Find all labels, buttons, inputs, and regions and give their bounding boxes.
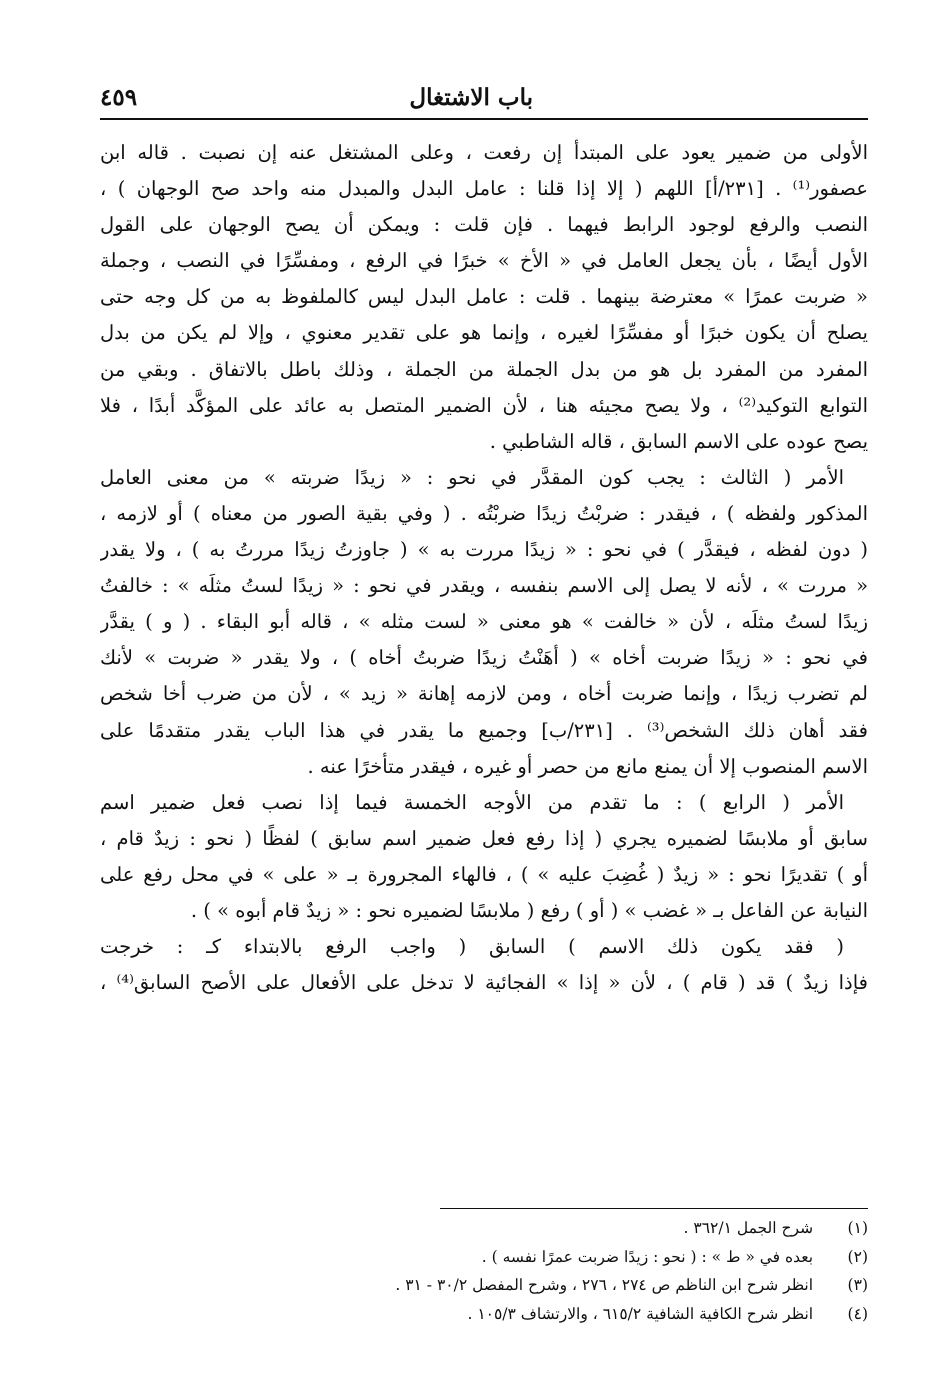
footnote-text: شرح الجمل ٣٦٢/١ .: [683, 1219, 814, 1237]
text-line: النصب والرفع لوجود الرابط فيهما . فإن قلت : ويمكن أن يصح الوجهان على القول: [100, 213, 868, 237]
footnotes: [100, 1214, 868, 1328]
text-line: أو ) تقديرًا نحو : « زيدٌ ( غُضِبَ عليه » ) ، فالهاء المجرورة بـ « على » في محل رفع على: [100, 862, 868, 886]
text-line: فإذا زيدٌ ) قد ( قام ) ، لأن « إذا » الفجائية لا تدخل على الأفعال على الأصح السابق⁽⁴⁾ ،: [100, 971, 868, 995]
footnote-text: بعده في « ط » : ( نحو : زيدًا ضربت عمرًا نفسه ) .: [481, 1247, 814, 1266]
page-number: ٤٥٩: [100, 84, 138, 111]
text-line: زيدًا لستُ مثلَه ، لأن « خالفت » هو معنى « لست مثله » ، قاله أبو البقاء . ( و ) يقدَّر: [100, 610, 868, 634]
text-line: عصفور⁽¹⁾ . [٢٣١/أ] اللهم ( إلا إذا قلنا : عامل البدل والمبدل منه واحد صح الوجهان ) ،: [100, 177, 868, 201]
text-line: ( فقد يكون ذلك الاسم ) السابق ( واجب الرفع بالابتداء كـ : خرجت: [100, 935, 844, 959]
text-line: يصلح أن يكون خبرًا أو مفسِّرًا لغيره ، وإنما هو على تقدير معنوي ، وإلا لم يكن من بدل: [100, 321, 868, 345]
footnote: [100, 1214, 868, 1243]
footnote: [100, 1243, 868, 1272]
running-title: باب الاشتغال: [409, 84, 533, 111]
footnote-text: انظر شرح الكافية الشافية ٦١٥/٢ ، والارتشاف ١٠٥/٣ .: [467, 1304, 814, 1323]
text-line: « مررت » ، لأنه لا يصل إلى الاسم بنفسه ، ويقدر في نحو : « زيدًا لستُ مثلَه » : خالفتُ: [100, 574, 868, 598]
text-line: يصح عوده على الاسم السابق ، قاله الشاطبي .: [489, 429, 868, 453]
page-header: [100, 82, 868, 120]
text-line: النيابة عن الفاعل بـ « غضب » ( أو ) رفع ( ملابسًا لضميره نحو : « زيدٌ قام أبوه » ) .: [190, 898, 868, 922]
text-line: المذكور ولفظه ) ، فيقدر : ضربْتُ زيدًا ضربْتُه . ( وفي بقية الصور من معناه ) أو لازمه ،: [100, 501, 868, 525]
text-line: المفرد من المفرد بل هو من بدل الجملة من الجملة ، وذلك باطل بالاتفاق . وبقي من: [100, 357, 868, 381]
footnote-number: (٤): [847, 1304, 868, 1323]
footnote-divider: [440, 1208, 868, 1209]
text-line: الاسم المنصوب إلا أن يمنع مانع من حصر أو غيره ، فيقدر متأخرًا عنه .: [307, 754, 868, 778]
header-divider: [100, 118, 868, 120]
text-line: الأمر ( الرابع ) : ما تقدم من الأوجه الخمسة فيما إذا نصب فعل ضمير اسم: [100, 790, 844, 814]
body-text: [100, 135, 868, 1001]
text-line: الأمر ( الثالث : يجب كون المقدَّر في نحو : « زيدًا ضربته » من معنى العامل: [100, 465, 844, 489]
text-line: فقد أهان ذلك الشخص⁽³⁾ . [٢٣١/ب] وجميع ما يقدر في هذا الباب يقدر متقدمًا على: [100, 718, 868, 742]
text-line: سابق أو ملابسًا لضميره يجري ( إذا رفع فعل ضمير اسم سابق ) لفظًا ( نحو : زيدٌ قام ،: [100, 826, 868, 850]
text-line: الأولى من ضمير يعود على المبتدأ إن رفعت ، وعلى المشتغل عنه إن نصبت . قاله ابن: [100, 141, 868, 164]
footnote: [100, 1300, 868, 1329]
footnote-number: (١): [847, 1219, 868, 1237]
footnote-number: (٢): [847, 1247, 868, 1266]
text-line: « ضربت عمرًا » معترضة بينهما . قلت : عامل البدل ليس كالملفوظ به من كل وجه حتى: [100, 285, 868, 309]
text-line: في نحو : « زيدًا ضربت أخاه » ( أهَنْتُ زيدًا ضربتُ أخاه ) ، ولا يقدر « ضربت » لأنك: [100, 646, 868, 670]
footnote-text: انظر شرح ابن الناظم ص ٢٧٤ ، ٢٧٦ ، وشرح المفصل ٣٠/٢ - ٣١ .: [395, 1276, 814, 1294]
text-line: لم تضرب زيدًا ، وإنما ضربت أخاه ، ومن لازمه إهانة « زيد » ، لأن من ضرب أخا شخص: [100, 682, 868, 706]
footnote-number: (٣): [847, 1276, 868, 1294]
page: [100, 82, 868, 1323]
text-line: ( دون لفظه ، فيقدَّر ) في نحو : « زيدًا مررت به » ( جاوزتُ زيدًا مررتُ به ) ، ولا يقدر: [100, 538, 868, 562]
text-line: الأول أيضًا ، بأن يجعل العامل في « الأخ » خبرًا في الرفع ، ومفسِّرًا في النصب ، وجملة: [100, 249, 868, 273]
footnote: [100, 1271, 868, 1300]
text-line: التوابع التوكيد⁽²⁾ ، ولا يصح مجيئه هنا ، لأن الضمير المتصل به عائد على المؤكَّد أبدًا ، فلا: [100, 393, 868, 417]
